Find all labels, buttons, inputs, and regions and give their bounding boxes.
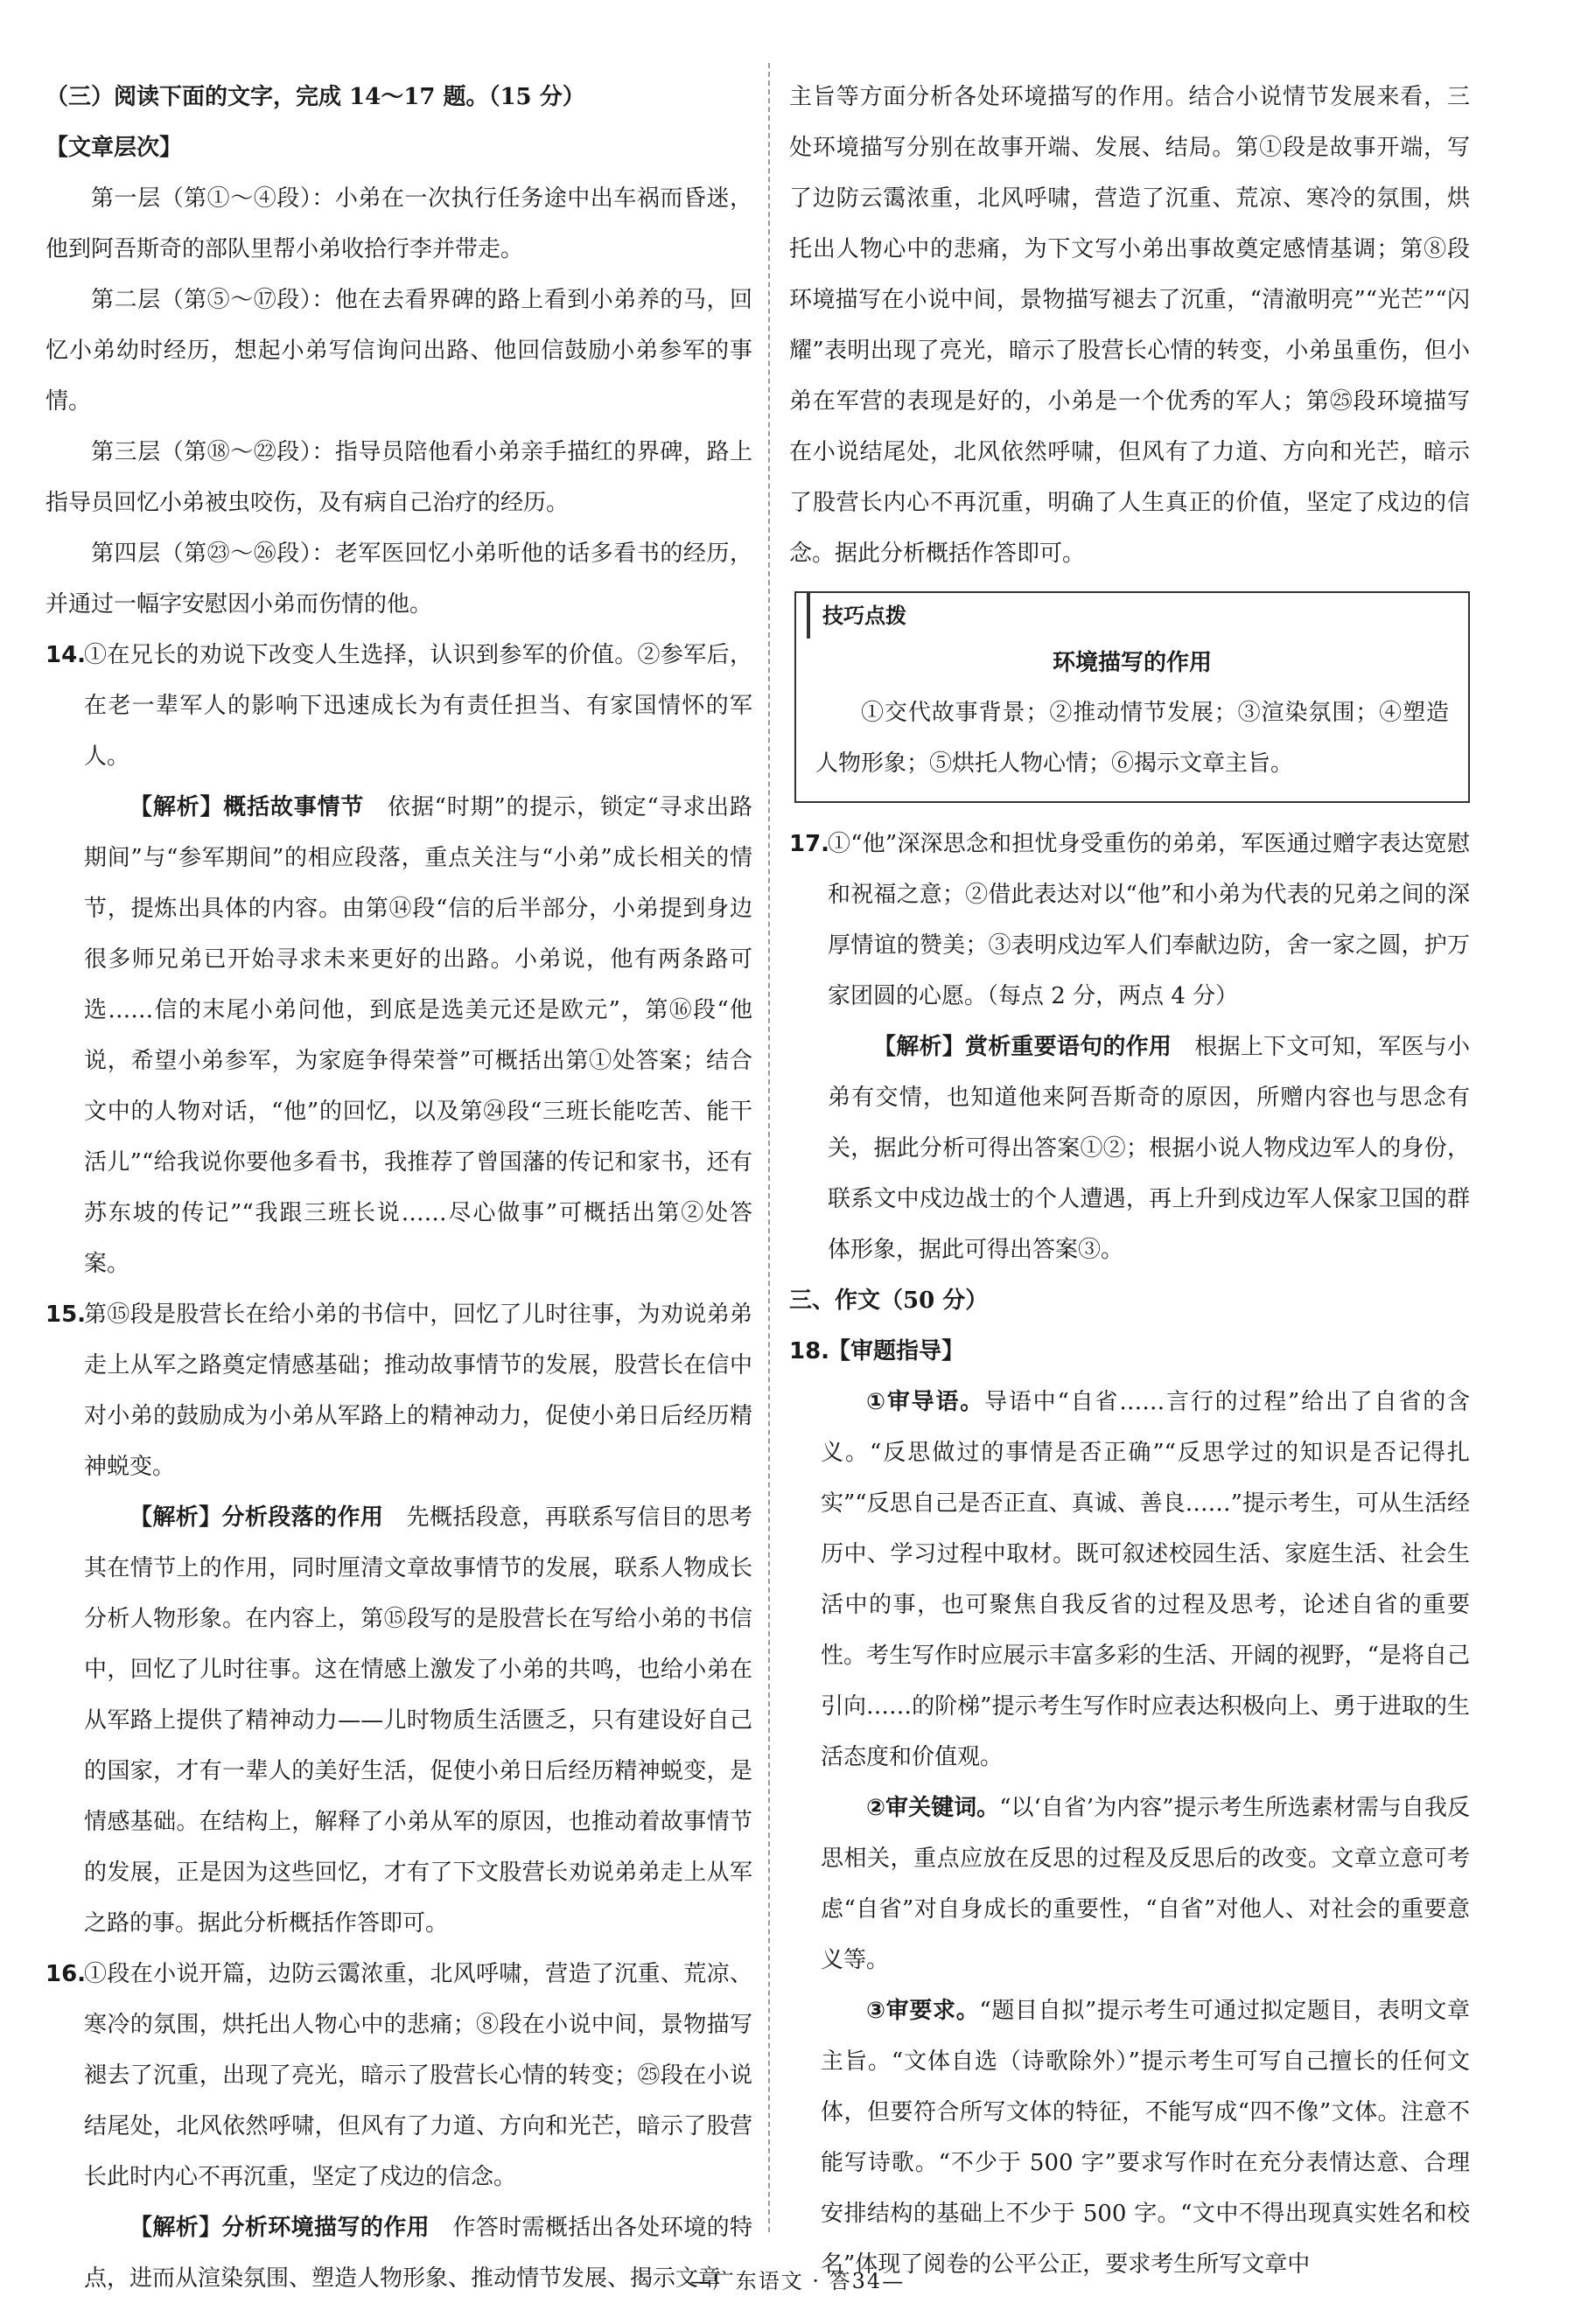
question-14 — [45, 630, 752, 1289]
q14-method: 概括故事情节 — [223, 794, 365, 820]
q18-number: 18. — [789, 1338, 830, 1364]
question-17 — [789, 819, 1470, 1275]
layer-1: 第一层（第①～④段）：小弟在一次执行任务途中出车祸而昏迷，他到阿吾斯奇的部队里帮小弟收拾行李并带走。 — [45, 185, 752, 262]
q18-p3-tag: ③审要求。 — [866, 1998, 980, 2024]
section-heading: （三）阅读下面的文字，完成 14～17 题。（15 分） — [45, 84, 585, 110]
column-divider — [768, 63, 770, 2232]
q17-number: 17. — [789, 831, 830, 857]
q14-analysis: 依据“时期”的提示，锁定“寻求出路期间”与“参军期间”的相应段落，重点关注与“小弟”成长相关的情节，提炼出具体的内容。由第⑭段“信的后半部分，小弟提到身边很多师兄弟已开始寻求未来更好的出路。小弟说，他有两条路可选……信的末尾小弟问他，到底是选美元还是欧元”，第⑯段“他说，希望小弟参军，为家庭争得荣誉”可概括出第①处答案；结合文中的人物对话，“他”的回忆，以及第㉔段“三班长能吃苦、能干活儿”“给我说你要他多看书，我推荐了曾国藩的传记和家书，还有苏东坡的传记”“我跟三班长说……尽心做事”可概括出第②处答案。 — [84, 794, 752, 1277]
q14-analysis-block — [84, 782, 752, 1289]
q17-tag: 【解析】 — [873, 1034, 965, 1060]
q18-point-1 — [789, 1377, 1470, 1783]
tip-heading: 环境描写的作用 — [1052, 650, 1212, 676]
q16-analysis: 作答时需概括出各处环境的特点，进而从渲染氛围、塑造人物形象、推动情节发展、揭示文章 — [84, 2215, 752, 2292]
q17-method: 赏析重要语句的作用 — [964, 1034, 1172, 1060]
q18-point-3 — [789, 1986, 1470, 2290]
q18-tag: 【审题指导】 — [828, 1338, 965, 1364]
structure-tag: 【文章层次】 — [45, 135, 183, 161]
q18-p2-text: “以‘自省’为内容”提示考生所选素材需与自我反思相关，重点应放在反思的过程及反思后的改变。文章立意可考虑“自省”对自身成长的重要性，“自省”对他人、对社会的重要意义等。 — [821, 1795, 1470, 1973]
question-15 — [45, 1289, 752, 1949]
q18-p1-tag: ①审导语。 — [866, 1389, 985, 1415]
layer-4: 第四层（第㉓～㉖段）：老军医回忆小弟听他的话多看书的经历，并通过一幅字安慰因小弟而伤情的他。 — [45, 541, 752, 618]
left-column — [45, 72, 752, 2304]
q15-answer: 第⑮段是股营长在给小弟的书信中，回忆了儿时往事，为劝说弟弟走上从军之路奠定情感基础；推动故事情节的发展，股营长在信中对小弟的鼓励成为小弟从军路上的精神动力，促使小弟日后经历精神蜕变。 — [84, 1302, 752, 1480]
q15-number: 15. — [45, 1302, 87, 1328]
tip-body: ①交代故事背景；②推动情节发展；③渲染氛围；④塑造人物形象；⑤烘托人物心情；⑥揭示文章主旨。 — [815, 700, 1449, 777]
q18-p1-text: 导语中“自省……言行的过程”给出了自省的含义。“反思做过的事情是否正确”“反思学过的知识是否记得扎实”“反思自己是否正直、真诚、善良……”提示考生，可从生活经历中、学习过程中取材。既可叙述校园生活、家庭生活、社会生活中的事，也可聚焦自我反省的过程及思考，论述自省的重要性。考生写作时应展示丰富多彩的生活、开阔的视野，“是将自己引向……的阶梯”提示考生写作时应表达积极向上、勇于进取的生活态度和价值观。 — [821, 1389, 1470, 1770]
q17-answer: ①“他”深深思念和担忧身受重伤的弟弟，军医通过赠字表达宽慰和祝福之意；②借此表达对以“他”和小弟为代表的兄弟之间的深厚情谊的赞美；③表明戍边军人们奉献边防，舍一家之圆，护万家团圆的心愿。（每点 2 分，两点 4 分） — [828, 831, 1470, 1009]
tip-title: 技巧点拨 — [807, 593, 919, 639]
q14-number: 14. — [45, 642, 87, 668]
q16-answer: ①段在小说开篇，边防云霭浓重，北风呼啸，营造了沉重、荒凉、寒冷的氛围，烘托出人物心中的悲痛；⑧段在小说中间，景物描写褪去了沉重，出现了亮光，暗示了股营长心情的转变；㉕段在小说结尾处，北风依然呼啸，但风有了力道、方向和光芒，暗示了股营长此时内心不再沉重，坚定了戍边的信念。 — [84, 1961, 752, 2190]
q14-tag: 【解析】 — [129, 794, 224, 820]
q14-answer: ①在兄长的劝说下改变人生选择，认识到参军的价值。②参军后，在老一辈军人的影响下迅速成长为有责任担当、有家国情怀的军人。 — [84, 642, 752, 770]
q17-analysis-block — [828, 1022, 1470, 1275]
right-column — [789, 72, 1470, 2290]
page-footer: —广东语文 · 答34— — [689, 2269, 906, 2293]
q15-method: 分析段落的作用 — [221, 1504, 384, 1531]
q18-p2-tag: ②审关键词。 — [866, 1795, 1000, 1821]
question-16 — [45, 1949, 752, 2304]
q18-p3-text: “题目自拟”提示考生可通过拟定题目，表明文章主旨。“文体自选（诗歌除外）”提示考生可写自己擅长的任何文体，但要符合所写文体的特征，不能写成“四不像”文体。注意不能写诗歌。“不少于 500 字”要求写作时在充分表情达意、合理安排结构的基础上不少于 500 字。“文中不得出现真实姓名和校名”体现了阅卷的公平公正，要求考生所写文章中 — [821, 1998, 1470, 2278]
question-18 — [789, 1326, 1470, 1377]
q18-point-2 — [789, 1783, 1470, 1986]
layer-3: 第三层（第⑱～㉒段）：指导员陪他看小弟亲手描红的界碑，路上指导员回忆小弟被虫咬伤，及有病自己治疗的经历。 — [45, 439, 752, 516]
tip-box — [794, 591, 1470, 803]
q16-analysis-continued: 主旨等方面分析各处环境描写的作用。结合小说情节发展来看，三处环境描写分别在故事开端、发展、结局。第①段是故事开端，写了边防云霭浓重，北风呼啸，营造了沉重、荒凉、寒冷的氛围，烘托出人物心中的悲痛，为下文写小弟出事故奠定感情基调；第⑧段环境描写在小说中间，景物描写褪去了沉重，“清澈明亮”“光芒”“闪耀”表明出现了亮光，暗示了股营长心情的转变，小弟虽重伤，但小弟在军营的表现是好的，小弟是一个优秀的军人；第㉕段环境描写在小说结尾处，北风依然呼啸，但风有了力道、方向和光芒，暗示了股营长内心不再沉重，明确了人生真正的价值，坚定了戍边的信念。据此分析概括作答即可。 — [789, 84, 1470, 567]
q15-analysis-block — [84, 1492, 752, 1949]
q15-analysis: 先概括段意，再联系写信目的思考其在情节上的作用，同时厘清文章故事情节的发展，联系人物成长分析人物形象。在内容上，第⑮段写的是股营长在写给小弟的书信中，回忆了儿时往事。这在情感上激发了小弟的共鸣，也给小弟在从军路上提供了精神动力——儿时物质生活匮乏，只有建设好自己的国家，才有一辈人的美好生活，促使小弟日后经历精神蜕变，是情感基础。在结构上，解释了小弟从军的原因，也推动着故事情节的发展，正是因为这些回忆，才有了下文股营长劝说弟弟走上从军之路的事。据此分析概括作答即可。 — [84, 1504, 752, 1937]
q16-method: 分析环境描写的作用 — [221, 2215, 430, 2241]
q16-tag: 【解析】 — [129, 2215, 222, 2241]
layer-2: 第二层（第⑤～⑰段）：他在去看界碑的路上看到小弟养的马，回忆小弟幼时经历，想起小弟写信询问出路、他回信鼓励小弟参军的事情。 — [45, 287, 752, 415]
section-3-heading: 三、作文（50 分） — [789, 1288, 989, 1314]
q16-number: 16. — [45, 1961, 87, 1987]
q15-tag: 【解析】 — [129, 1504, 222, 1531]
q17-analysis: 根据上下文可知，军医与小弟有交情，也知道他来阿吾斯奇的原因，所赠内容也与思念有关，据此分析可得出答案①②；根据小说人物戍边军人的身份，联系文中戍边战士的个人遭遇，再上升到戍边军人保家卫国的群体形象，据此可得出答案③。 — [828, 1034, 1470, 1263]
